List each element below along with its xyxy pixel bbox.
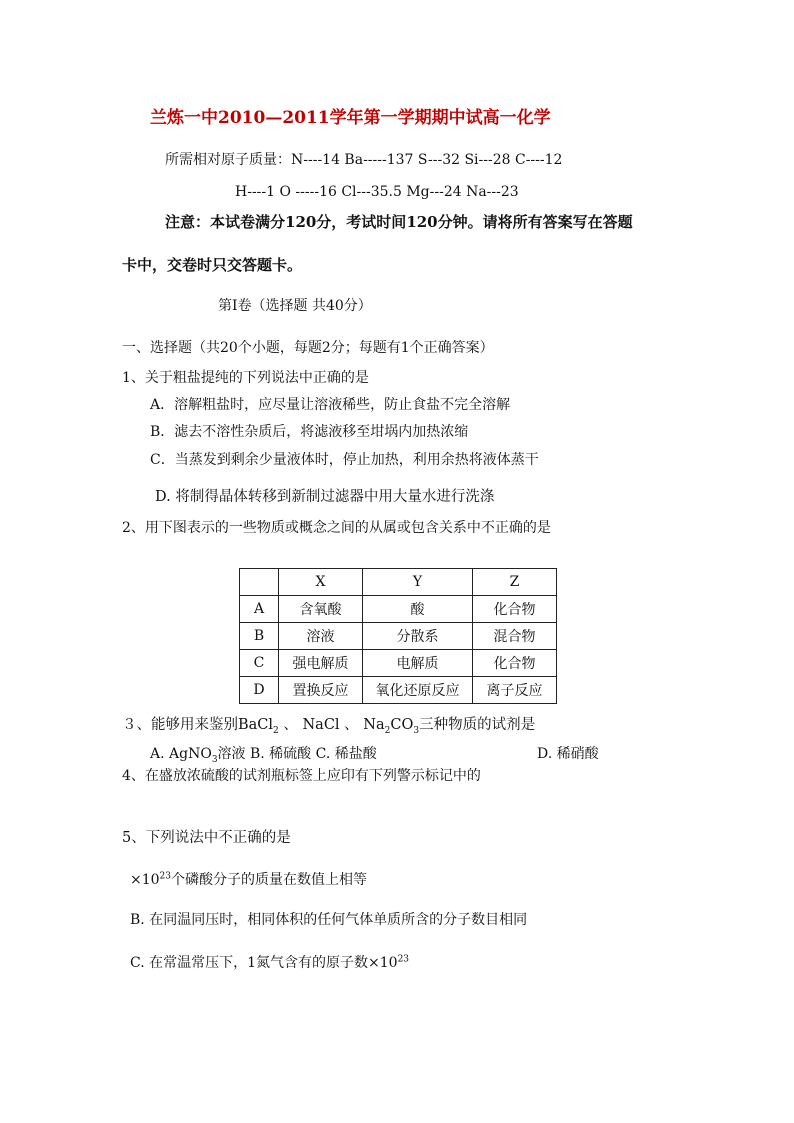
table-cell: 含氧酸 <box>279 596 363 623</box>
table-cell: 强电解质 <box>279 650 363 677</box>
q5-text: ×10 <box>130 872 160 888</box>
question-5-option-c <box>130 953 409 973</box>
table-cell: 混合物 <box>473 623 557 650</box>
table-row <box>240 623 557 650</box>
question-1-option-a: A．溶解粗盐时，应尽量让溶液稀些，防止食盐不完全溶解 <box>150 397 511 413</box>
question-1-option-c: C．当蒸发到剩余少量液体时，停止加热，利用余热将液体蒸干 <box>150 452 539 468</box>
question-1-option-b: B．滤去不溶性杂质后，将滤液移至坩埚内加热浓缩 <box>150 424 469 440</box>
q5-superscript: 23 <box>397 954 410 965</box>
part-heading: 一、选择题（共20个小题，每题2分；每题有1个正确答案） <box>122 340 494 356</box>
question-5-stem: 5、下列说法中不正确的是 <box>122 830 291 846</box>
question-5-option-b: B. 在同温同压时，相同体积的任何气体单质所含的分子数目相同 <box>130 912 528 928</box>
table-cell: A <box>240 596 279 623</box>
question-3-stem <box>122 715 535 735</box>
exam-title: 兰炼一中2010—2011学年第一学期期中试高一化学 <box>150 108 551 128</box>
table-cell: B <box>240 623 279 650</box>
notice-line-2: 卡中，交卷时只交答题卡。 <box>122 256 303 274</box>
table-cell: 酸 <box>363 596 473 623</box>
q3-option-text: 溶液 B. 稀硫酸 C. 稀盐酸 <box>217 746 377 762</box>
table-header-cell: X <box>279 569 363 596</box>
table-header-cell <box>240 569 279 596</box>
table-header-cell: Y <box>363 569 473 596</box>
table-cell: 化合物 <box>473 650 557 677</box>
relation-table <box>239 568 557 704</box>
q3-subscript: 2 <box>273 725 279 736</box>
table-cell: 氧化还原反应 <box>363 677 473 704</box>
table-cell: 电解质 <box>363 650 473 677</box>
q3-subscript: 2 <box>384 725 391 736</box>
q3-option-text: A. AgNO <box>150 746 212 762</box>
question-1-stem: 1、关于粗盐提纯的下列说法中正确的是 <box>122 370 369 386</box>
table-cell: C <box>240 650 279 677</box>
q3-text: ３、能够用来鉴别BaCl <box>122 717 274 733</box>
table-cell: D <box>240 677 279 704</box>
table-header-cell: Z <box>473 569 557 596</box>
atomic-mass-line-1: 所需相对原子质量：N----14 Ba-----137 S---32 Si---28 C----12 <box>165 152 563 168</box>
notice-line-1: 注意：本试卷满分120分，考试时间120分钟。请将所有答案写在答题 <box>165 213 633 231</box>
q5-superscript: 23 <box>159 871 171 882</box>
question-3-options-abc <box>150 744 377 764</box>
section-heading: 第Ⅰ卷（选择题 共40分） <box>218 298 372 314</box>
table-row <box>240 596 557 623</box>
table-row <box>240 677 557 704</box>
q5-text: C. 在常温常压下，1氮气含有的原子数×10 <box>130 955 398 971</box>
table-cell: 分散系 <box>363 623 473 650</box>
question-1-option-d: D. 将制得晶体转移到新制过滤器中用大量水进行洗涤 <box>155 489 495 505</box>
table-row <box>240 650 557 677</box>
q3-text: CO <box>390 717 414 733</box>
q3-text: 、 NaCl 、 Na <box>278 717 385 733</box>
table-header-row <box>240 569 557 596</box>
q5-text: 个磷酸分子的质量在数值上相等 <box>171 872 367 888</box>
question-4-stem: 4、在盛放浓硫酸的试剂瓶标签上应印有下列警示标记中的 <box>122 768 481 784</box>
q3-text: 三种物质的试剂是 <box>419 717 536 733</box>
table-cell: 溶液 <box>279 623 363 650</box>
question-3-option-d: D. 稀硝酸 <box>537 746 599 762</box>
question-2-stem: 2、用下图表示的一些物质或概念之间的从属或包含关系中不正确的是 <box>122 520 551 536</box>
table-cell: 离子反应 <box>473 677 557 704</box>
atomic-mass-line-2: H----1 O -----16 Cl---35.5 Mg---24 Na---23 <box>235 184 519 200</box>
q3-subscript: 3 <box>211 754 218 765</box>
table-cell: 置换反应 <box>279 677 363 704</box>
question-5-option-a <box>130 870 367 890</box>
table-cell: 化合物 <box>473 596 557 623</box>
q3-subscript: 3 <box>413 725 420 736</box>
